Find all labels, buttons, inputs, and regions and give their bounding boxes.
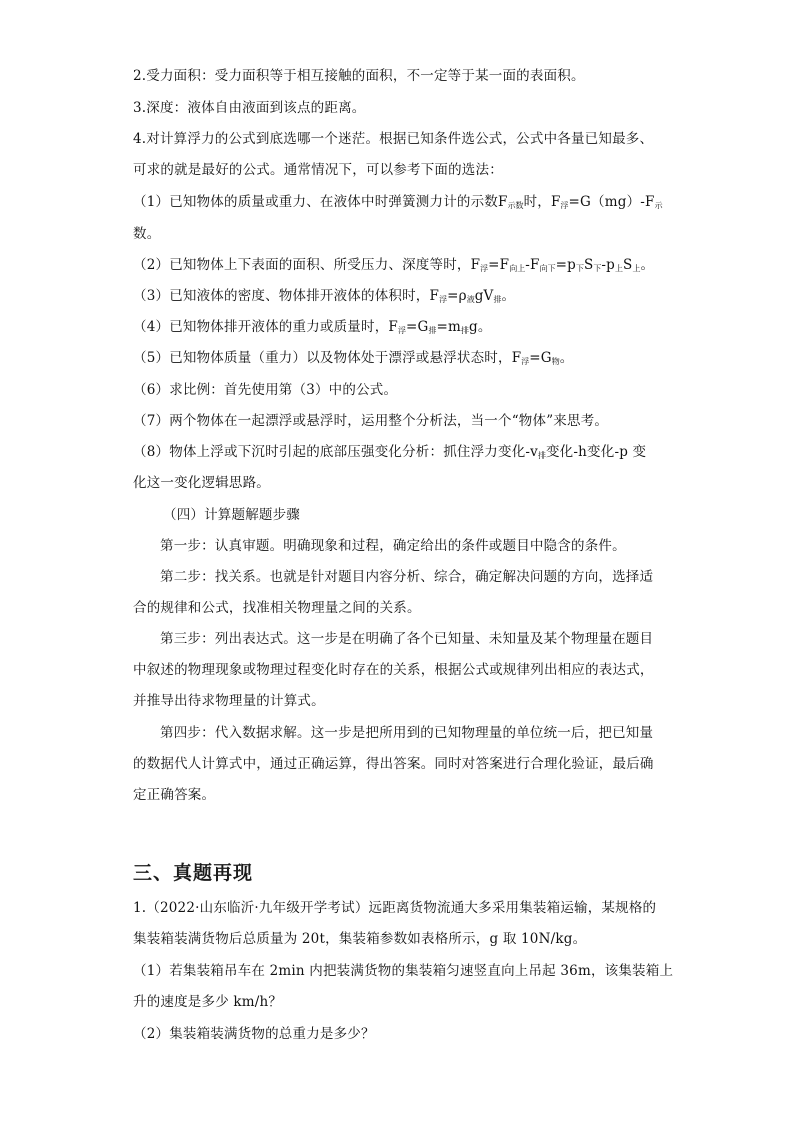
question-line: 集装箱装满货物后总质量为 20t，集装箱参数如表格所示，g 取 10N/kg。 xyxy=(133,931,587,947)
text-run: （2）已知物体上下表面的面积、所受压力、深度等时，F xyxy=(133,257,481,273)
question-line: 1.（2022·山东临沂·九年级开学考试）远距离货物流通大多采用集装箱运输，某规格的 xyxy=(133,900,657,916)
subscript: 向上 xyxy=(509,264,526,273)
text-run: gV xyxy=(474,288,494,304)
subscript: 向下 xyxy=(539,264,556,273)
text-line: （6）求比例：首先使用第（3）中的公式。 xyxy=(133,382,398,398)
text-line: （7）两个物体在一起漂浮或悬浮时，运用整个分析法，当一个“物体”来思考。 xyxy=(133,413,609,429)
formula-line xyxy=(133,443,673,465)
step-line: 第三步：列出表达式。这一步是在明确了各个已知量、未知量及某个物理量在题目 xyxy=(160,631,654,647)
text-line xyxy=(133,225,673,243)
subscript: 示 xyxy=(654,201,663,210)
step-line: 第四步：代入数据求解。这一步是把所用到的已知物理量的单位统一后，把已知量 xyxy=(160,725,654,741)
subscript: 浮 xyxy=(480,264,489,273)
text-run: 。 xyxy=(501,288,516,304)
subscript: 浮 xyxy=(439,295,448,304)
subscript: 物 xyxy=(551,357,560,366)
text-run: 。 xyxy=(559,350,574,366)
subscript: 上 xyxy=(632,264,641,273)
formula-line xyxy=(133,349,673,371)
subscript: 浮 xyxy=(560,201,569,210)
text-run: （4）已知物体排开液体的重力或质量时，F xyxy=(133,319,398,335)
text-line: 4.对计算浮力的公式到底选哪一个迷茫。根据已知条件选公式，公式中各量已知最多、 xyxy=(133,131,654,147)
formula-line xyxy=(133,318,673,340)
subscript: 排 xyxy=(460,326,469,335)
formula-line xyxy=(133,256,673,278)
section-heading: 三、真题再现 xyxy=(133,862,254,884)
text-line: 2.受力面积：受力面积等于相互接触的面积，不一定等于某一面的表面积。 xyxy=(133,68,585,84)
text-run: 数。 xyxy=(133,226,161,242)
question-line: （2）集装箱装满货物的总重力是多少？ xyxy=(133,1026,375,1042)
subscript: 排 xyxy=(428,326,437,335)
subscript: 下 xyxy=(575,264,584,273)
subscript: 上 xyxy=(615,264,624,273)
text-run: =G xyxy=(529,350,552,366)
text-run: =m xyxy=(436,319,461,335)
step-line: 合的规律和公式，找准相关物理量之间的关系。 xyxy=(133,600,421,616)
subscript: 排 xyxy=(537,451,546,460)
subscript: 示数 xyxy=(507,201,524,210)
text-run: （5）已知物体质量（重力）以及物体处于漂浮或悬浮状态时，F xyxy=(133,350,522,366)
text-line: 可求的就是最好的公式。通常情况下，可以参考下面的选法： xyxy=(133,162,503,178)
step-line: 第一步：认真审题。明确现象和过程，确定给出的条件或题目中隐含的条件。 xyxy=(160,538,626,554)
text-run: 变化-h变化-p 变 xyxy=(545,444,647,460)
formula-line xyxy=(133,287,673,309)
text-run: =ρ xyxy=(447,288,467,304)
step-line: 中叙述的物理现象或物理过程变化时存在的关系，根据公式或规律列出相应的表达式， xyxy=(133,662,654,678)
subscript: 浮 xyxy=(521,357,530,366)
text-run: =F xyxy=(488,257,510,273)
subscript: 液 xyxy=(466,295,475,304)
text-run: S xyxy=(623,257,633,273)
subscript: 排 xyxy=(493,295,502,304)
question-line: （1）若集装箱吊车在 2min 内把装满货物的集装箱匀速竖直向上吊起 36m，该集装箱上 xyxy=(133,963,674,979)
formula-line xyxy=(133,193,673,215)
text-line: 3.深度：液体自由液面到该点的距离。 xyxy=(133,100,366,116)
question-line: 升的速度是多少 km/h？ xyxy=(133,994,283,1010)
step-line: 第二步：找关系。也就是针对题目内容分析、综合，确定解决问题的方向，选择适 xyxy=(160,569,654,585)
text-run: g。 xyxy=(468,319,492,335)
text-run: S xyxy=(583,257,594,273)
text-run: （1）已知物体的质量或重力、在液体中时弹簧测力计的示数F xyxy=(133,194,508,210)
text-run: 时，F xyxy=(523,194,561,210)
subscript: 浮 xyxy=(397,326,406,335)
step-line: 并推导出待求物理量的计算式。 xyxy=(133,693,325,709)
text-run: =p xyxy=(555,257,576,273)
subscript: 下 xyxy=(593,264,602,273)
text-run: （3）已知液体的密度、物体排开液体的体积时，F xyxy=(133,288,440,304)
text-run: （8）物体上浮或下沉时引起的底部压强变化分析：抓住浮力变化-v xyxy=(133,444,538,460)
step-line: 定正确答案。 xyxy=(133,787,216,803)
step-line: 的数据代人计算式中，通过正确运算，得出答案。同时对答案进行合理化验证，最后确 xyxy=(133,756,654,772)
text-run: =G xyxy=(405,319,429,335)
text-run: -F xyxy=(525,257,540,273)
text-run: =G（mg）-F xyxy=(568,194,655,210)
text-run: -p xyxy=(601,257,616,273)
text-line: 化这一变化逻辑思路。 xyxy=(133,475,270,491)
section-subtitle: （四）计算题解题步骤 xyxy=(163,507,300,523)
text-run: 。 xyxy=(640,257,655,273)
